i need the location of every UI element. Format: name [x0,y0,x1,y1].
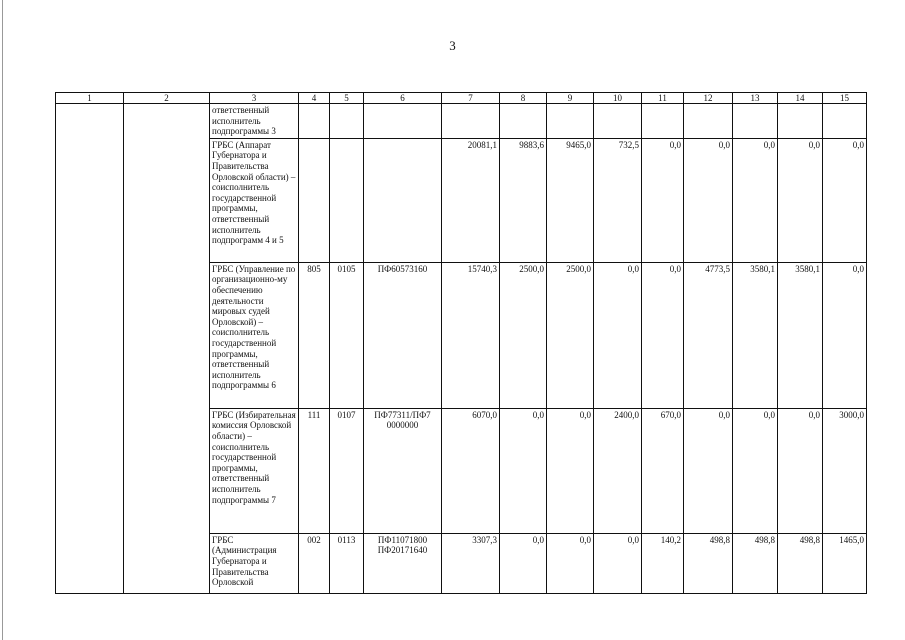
column-header: 7 [442,93,500,104]
column-header: 5 [330,93,364,104]
value-cell: 0,0 [778,408,823,533]
column-header: 1 [56,93,124,104]
column-header: 12 [684,93,733,104]
value-cell: 2500,0 [547,262,594,408]
column-header: 8 [500,93,547,104]
column-header: 14 [778,93,823,104]
value-cell: 15740,3 [442,262,500,408]
value-cell: 2400,0 [594,408,642,533]
value-cell: 3580,1 [778,262,823,408]
value-cell: 0,0 [823,138,867,262]
value-cell: 3580,1 [733,262,778,408]
page-number: 3 [449,38,456,53]
table-header-row [56,93,867,104]
code-cell: 111 [299,408,330,533]
budget-table [55,92,867,594]
column-header: 10 [594,93,642,104]
scan-edge-line [2,0,3,640]
target-article-cell: ПФ60573160 [364,262,442,408]
merged-cell-col2 [124,104,210,594]
code-cell [299,138,330,262]
value-cell: 0,0 [684,408,733,533]
value-cell: 732,5 [594,138,642,262]
code-cell: 805 [299,262,330,408]
value-cell: 0,0 [733,138,778,262]
value-cell [733,104,778,139]
merged-cell-col1 [56,104,124,594]
value-cell [642,104,684,139]
value-cell: 0,0 [547,408,594,533]
description-cell: ГРБС (Управление по организационно-му обеспечению деятельности мировых судей Орловской) – соисполнитель государственной программы, ответственный исполнитель подпрограммы 6 [210,262,299,408]
value-cell: 0,0 [642,262,684,408]
section-cell [330,138,364,262]
value-cell [547,104,594,139]
column-header: 13 [733,93,778,104]
value-cell: 0,0 [594,262,642,408]
column-header: 3 [210,93,299,104]
value-cell [594,104,642,139]
section-cell: 0113 [330,533,364,593]
value-cell: 0,0 [823,262,867,408]
value-cell [823,104,867,139]
value-cell: 0,0 [778,138,823,262]
value-cell: 2500,0 [500,262,547,408]
value-cell: 3307,3 [442,533,500,593]
value-cell: 20081,1 [442,138,500,262]
value-cell: 0,0 [594,533,642,593]
value-cell: 9883,6 [500,138,547,262]
description-cell: ГРБС (Избирательная комиссия Орловской области) – соисполнитель государственной программы, ответственный исполнитель подпрограммы 7 [210,408,299,533]
value-cell: 4773,5 [684,262,733,408]
value-cell: 0,0 [547,533,594,593]
value-cell: 498,8 [733,533,778,593]
value-cell [684,104,733,139]
value-cell: 3000,0 [823,408,867,533]
column-header: 2 [124,93,210,104]
table-row [56,104,867,139]
code-cell [299,104,330,139]
value-cell: 0,0 [500,408,547,533]
value-cell: 0,0 [642,138,684,262]
value-cell: 0,0 [733,408,778,533]
value-cell: 0,0 [684,138,733,262]
column-header: 6 [364,93,442,104]
target-article-cell: ПФ77311/ПФ7 0000000 [364,408,442,533]
value-cell: 1465,0 [823,533,867,593]
target-article-cell: ПФ11071800 ПФ20171640 [364,533,442,593]
column-header: 9 [547,93,594,104]
description-cell: ответственный исполнитель подпрограммы 3 [210,104,299,139]
value-cell [500,104,547,139]
section-cell [330,104,364,139]
value-cell: 670,0 [642,408,684,533]
target-article-cell [364,104,442,139]
value-cell: 140,2 [642,533,684,593]
section-cell: 0107 [330,408,364,533]
value-cell: 498,8 [684,533,733,593]
description-cell: ГРБС (Аппарат Губернатора и Правительства Орловской области) – соисполнитель государственной программы, ответственный исполнитель подпрограмм 4 и 5 [210,138,299,262]
column-header: 15 [823,93,867,104]
column-header: 11 [642,93,684,104]
section-cell: 0105 [330,262,364,408]
value-cell [778,104,823,139]
value-cell: 6070,0 [442,408,500,533]
target-article-cell [364,138,442,262]
code-cell: 002 [299,533,330,593]
description-cell: ГРБС (Администрация Губернатора и Правительства Орловской [210,533,299,593]
value-cell [442,104,500,139]
column-header: 4 [299,93,330,104]
value-cell: 9465,0 [547,138,594,262]
value-cell: 498,8 [778,533,823,593]
value-cell: 0,0 [500,533,547,593]
